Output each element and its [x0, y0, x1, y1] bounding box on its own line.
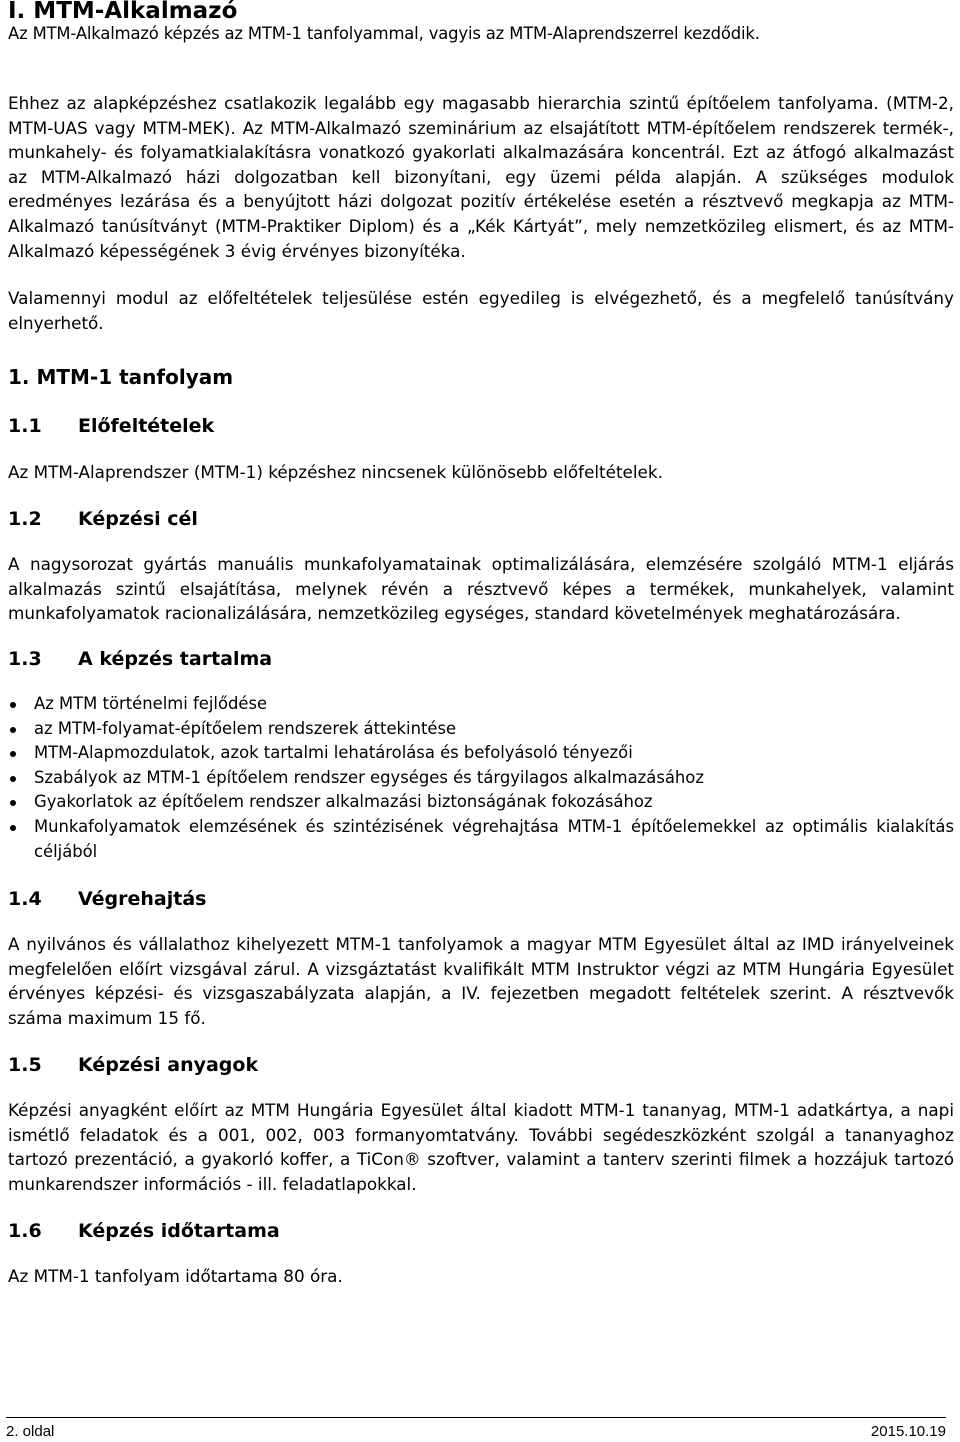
footer-date: 2015.10.19	[870, 1423, 946, 1440]
subsection-number: 1.6	[8, 1220, 42, 1242]
page-number: 2. oldal	[6, 1423, 55, 1440]
subsection-text-1-6: Az MTM-1 tanfolyam időtartama 80 óra.	[8, 1266, 343, 1286]
subsection-title: Végrehajtás	[78, 888, 207, 910]
list-item: Gyakorlatok az építőelem rendszer alkalmazási biztonságának fokozásához	[8, 790, 954, 815]
subsection-heading-1-2	[8, 506, 198, 532]
subsection-title: Képzési cél	[78, 508, 198, 530]
bullet-icon	[10, 825, 16, 831]
footer-divider	[6, 1417, 946, 1418]
subsection-text-1-1: Az MTM-Alaprendszer (MTM-1) képzéshez nincsenek különösebb előfeltételek.	[8, 462, 663, 482]
bullet-icon	[10, 727, 16, 733]
subsection-heading-1-5	[8, 1052, 258, 1078]
list-item: Az MTM történelmi fejlődése	[8, 692, 954, 717]
section-heading-1: 1. MTM-1 tanfolyam	[8, 365, 234, 389]
intro-paragraph-2: Ehhez az alapképzéshez csatlakozik legalább egy magasabb hierarchia szintű építőelem tanfolyama. (MTM-2, MTM-UAS vagy MTM-MEK). Az MTM-Alkalmazó szeminárium az elsajátított MTM-építőelem rendszerek termék-, munkahely- és folyamatkialakításra vonatkozó gyakorlati alkalmazására koncentrál. Ezt az átfogó alkalmazást az MTM-Alkalmazó házi dolgozatban kell bizonyítani, egy üzemi példa alapján. A szükséges modulok eredményes lezárása és a benyújtott házi dolgozat pozitív értékelése esetén a résztvevő megkapja az MTM-Alkalmazó tanúsítványt (MTM-Praktiker Diplom) és a „Kék Kártyát”, mely nemzetközileg elismert, és az MTM-Alkalmazó képességének 3 évig érvényes bizonyítéka.	[8, 93, 954, 261]
subsection-number: 1.2	[8, 508, 42, 530]
bullet-icon	[10, 702, 16, 708]
subsection-text-1-5: Képzési anyagként előírt az MTM Hungária Egyesület által kiadott MTM-1 tananyag, MTM-1 adatkártya, a napi ismétlő feladatok és a 001, 002, 003 formanyomtatvány. További segédeszközként szolgál a tananyaghoz tartozó prezentáció, a gyakorló koffer, a TiCon® szoftver, valamint a tanterv szerinti filmek a hozzájuk tartozó munkarendszer információs - ill. feladatlapokkal.	[8, 1100, 954, 1194]
bullet-icon	[10, 800, 16, 806]
subsection-heading-1-6	[8, 1218, 280, 1244]
subsection-title: A képzés tartalma	[78, 648, 273, 670]
subsection-heading-1-3	[8, 646, 272, 672]
list-item: Munkafolyamatok elemzésének és szintézisének végrehajtása MTM-1 építőelemekkel az optimális kialakítás céljából	[8, 815, 954, 864]
subsection-title: Képzés időtartama	[78, 1220, 280, 1242]
subsection-text-1-4: A nyilvános és vállalathoz kihelyezett MTM-1 tanfolyamok a magyar MTM Egyesület által az IMD irányelveinek megfelelően előírt vizsgával zárul. A vizsgáztatást kvalifikált MTM Instruktor végzi az MTM Hungária Egyesület érvényes képzési- és vizsgaszabályzata alapján, a IV. fejezetben megadott feltételek szerint. A résztvevők száma maximum 15 fő.	[8, 934, 954, 1028]
intro-paragraph-3: Valamennyi modul az előfeltételek teljesülése estén egyedileg is elvégezhető, és a megfelelő tanúsítvány elnyerhető.	[8, 288, 954, 333]
subsection-heading-1-1	[8, 413, 214, 439]
page-title: I. MTM-Alkalmazó	[8, 0, 238, 24]
bullet-icon	[10, 776, 16, 782]
content-list	[8, 692, 954, 864]
intro-paragraph-1: Az MTM-Alkalmazó képzés az MTM-1 tanfolyammal, vagyis az MTM-Alaprendszerrel kezdődik.	[8, 24, 760, 43]
subsection-number: 1.5	[8, 1054, 42, 1076]
bullet-icon	[10, 751, 16, 757]
subsection-number: 1.3	[8, 648, 42, 670]
subsection-title: Előfeltételek	[78, 415, 215, 437]
list-item: MTM-Alapmozdulatok, azok tartalmi lehatárolása és befolyásoló tényezői	[8, 741, 954, 766]
subsection-text-1-2: A nagysorozat gyártás manuális munkafolyamatainak optimalizálására, elemzésére szolgáló MTM-1 eljárás alkalmazás szintű elsajátítása, melynek révén a résztvevő képes a termékek, munkahelyek, valamint munkafolyamatok racionalizálására, nemzetközileg egységes, standard követelmények meghatározására.	[8, 554, 954, 624]
subsection-number: 1.1	[8, 415, 42, 437]
list-item: Szabályok az MTM-1 építőelem rendszer egységes és tárgyilagos alkalmazásához	[8, 766, 954, 791]
subsection-title: Képzési anyagok	[78, 1054, 259, 1076]
list-item: az MTM-folyamat-építőelem rendszerek áttekintése	[8, 717, 954, 742]
subsection-heading-1-4	[8, 886, 206, 912]
subsection-number: 1.4	[8, 888, 42, 910]
